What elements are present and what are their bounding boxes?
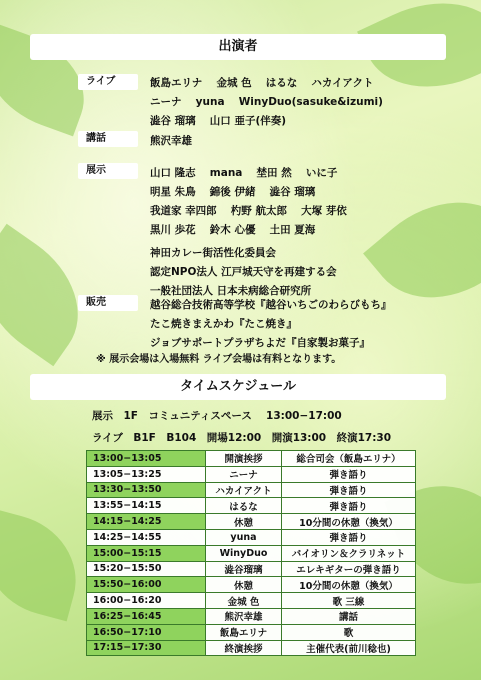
exhibit-line: 一般社団法人 日本未病総合研究所: [150, 285, 312, 297]
timetable-row: [87, 577, 416, 593]
exhibit-line: 山口 隆志 mana 埜田 然 いに子: [150, 167, 338, 179]
performer-cell: 金城 色: [206, 593, 282, 609]
time-cell: 17:15−17:30: [87, 640, 206, 656]
admission-note: ※ 展示会場は入場無料 ライブ会場は有料となります。: [96, 354, 342, 365]
content-cell: 弾き語り: [282, 529, 416, 545]
category-sales-label: 販売: [78, 295, 138, 311]
category-live-label: ライブ: [78, 74, 138, 90]
time-cell: 16:50−17:10: [87, 624, 206, 640]
performer-cell: 終演挨拶: [206, 640, 282, 656]
performer-cell: ハカイアクト: [206, 482, 282, 498]
content-cell: 主催代表(前川稔也): [282, 640, 416, 656]
performer-cell: 澁谷瑠璃: [206, 561, 282, 577]
exhibit-info: 展示 1F コミュニティスペース 13:00−17:00: [92, 410, 342, 422]
time-cell: 14:15−14:25: [87, 514, 206, 530]
content-cell: エレキギターの弾き語り: [282, 561, 416, 577]
live-line: 澁谷 瑠璃 山口 亜子(伴奏): [150, 115, 287, 127]
performer-cell: 休憩: [206, 577, 282, 593]
performer-cell: 開演挨拶: [206, 451, 282, 467]
timetable-row: [87, 545, 416, 561]
timetable-row: [87, 608, 416, 624]
content-cell: 歌: [282, 624, 416, 640]
content-cell: バイオリン＆クラリネット: [282, 545, 416, 561]
schedule-title: タイムスケジュール: [30, 374, 446, 400]
time-cell: 13:55−14:15: [87, 498, 206, 514]
time-cell: 15:50−16:00: [87, 577, 206, 593]
time-cell: 13:30−13:50: [87, 482, 206, 498]
timetable-row: [87, 514, 416, 530]
timetable-row: [87, 561, 416, 577]
sales-line: ジョブサポートプラザちよだ『自家製お菓子』: [150, 337, 370, 349]
live-info: ライブ B1F B104 開場12:00 開演13:00 終演17:30: [92, 432, 392, 444]
exhibit-line: 我道家 幸四郎 杓野 航太郎 大塚 芽依: [150, 205, 347, 217]
timetable: [86, 450, 416, 656]
timetable-row: [87, 593, 416, 609]
sales-line: たこ焼きまえかわ『たこ焼き』: [150, 318, 297, 330]
timetable-row: [87, 640, 416, 656]
time-cell: 13:05−13:25: [87, 466, 206, 482]
timetable-row: [87, 451, 416, 467]
content-cell: 10分間の休憩（換気）: [282, 514, 416, 530]
performer-cell: yuna: [206, 529, 282, 545]
performer-cell: はるな: [206, 498, 282, 514]
content-cell: 10分間の休憩（換気）: [282, 577, 416, 593]
category-exhibit-label: 展示: [78, 163, 138, 179]
talk-line: 熊沢幸雄: [150, 135, 192, 147]
performer-cell: ニーナ: [206, 466, 282, 482]
timetable-row: [87, 624, 416, 640]
content-cell: 弾き語り: [282, 482, 416, 498]
content-cell: 歌 三線: [282, 593, 416, 609]
live-line: ニーナ yuna WinyDuo(sasuke&izumi): [150, 96, 383, 108]
content-cell: 弾き語り: [282, 498, 416, 514]
time-cell: 16:00−16:20: [87, 593, 206, 609]
time-cell: 16:25−16:45: [87, 608, 206, 624]
exhibit-line: 認定NPO法人 江戸城天守を再建する会: [150, 266, 337, 278]
performer-cell: 熊沢幸雄: [206, 608, 282, 624]
time-cell: 15:00−15:15: [87, 545, 206, 561]
sales-line: 越谷総合技術高等学校『越谷いちごのわらびもち』: [150, 299, 392, 311]
content-cell: 弾き語り: [282, 466, 416, 482]
time-cell: 13:00−13:05: [87, 451, 206, 467]
category-talk-label: 講話: [78, 131, 138, 147]
content-cell: 総合司会（飯島エリナ）: [282, 451, 416, 467]
timetable-row: [87, 529, 416, 545]
content-cell: 講話: [282, 608, 416, 624]
exhibit-line: 黒川 歩花 鈴木 心優 土田 夏海: [150, 224, 316, 236]
performer-cell: WinyDuo: [206, 545, 282, 561]
performer-cell: 飯島エリナ: [206, 624, 282, 640]
live-line: 飯島エリナ 金城 色 はるな ハカイアクト: [150, 77, 374, 89]
exhibit-line: 神田カレー街活性化委員会: [150, 247, 276, 259]
time-cell: 14:25−14:55: [87, 529, 206, 545]
performer-cell: 休憩: [206, 514, 282, 530]
timetable-row: [87, 482, 416, 498]
performers-title: 出演者: [30, 34, 446, 60]
timetable-row: [87, 498, 416, 514]
exhibit-line: 明星 朱鳥 錦後 伊緒 澁谷 瑠璃: [150, 186, 316, 198]
leaf-decoration: [0, 509, 90, 622]
time-cell: 15:20−15:50: [87, 561, 206, 577]
timetable-row: [87, 466, 416, 482]
